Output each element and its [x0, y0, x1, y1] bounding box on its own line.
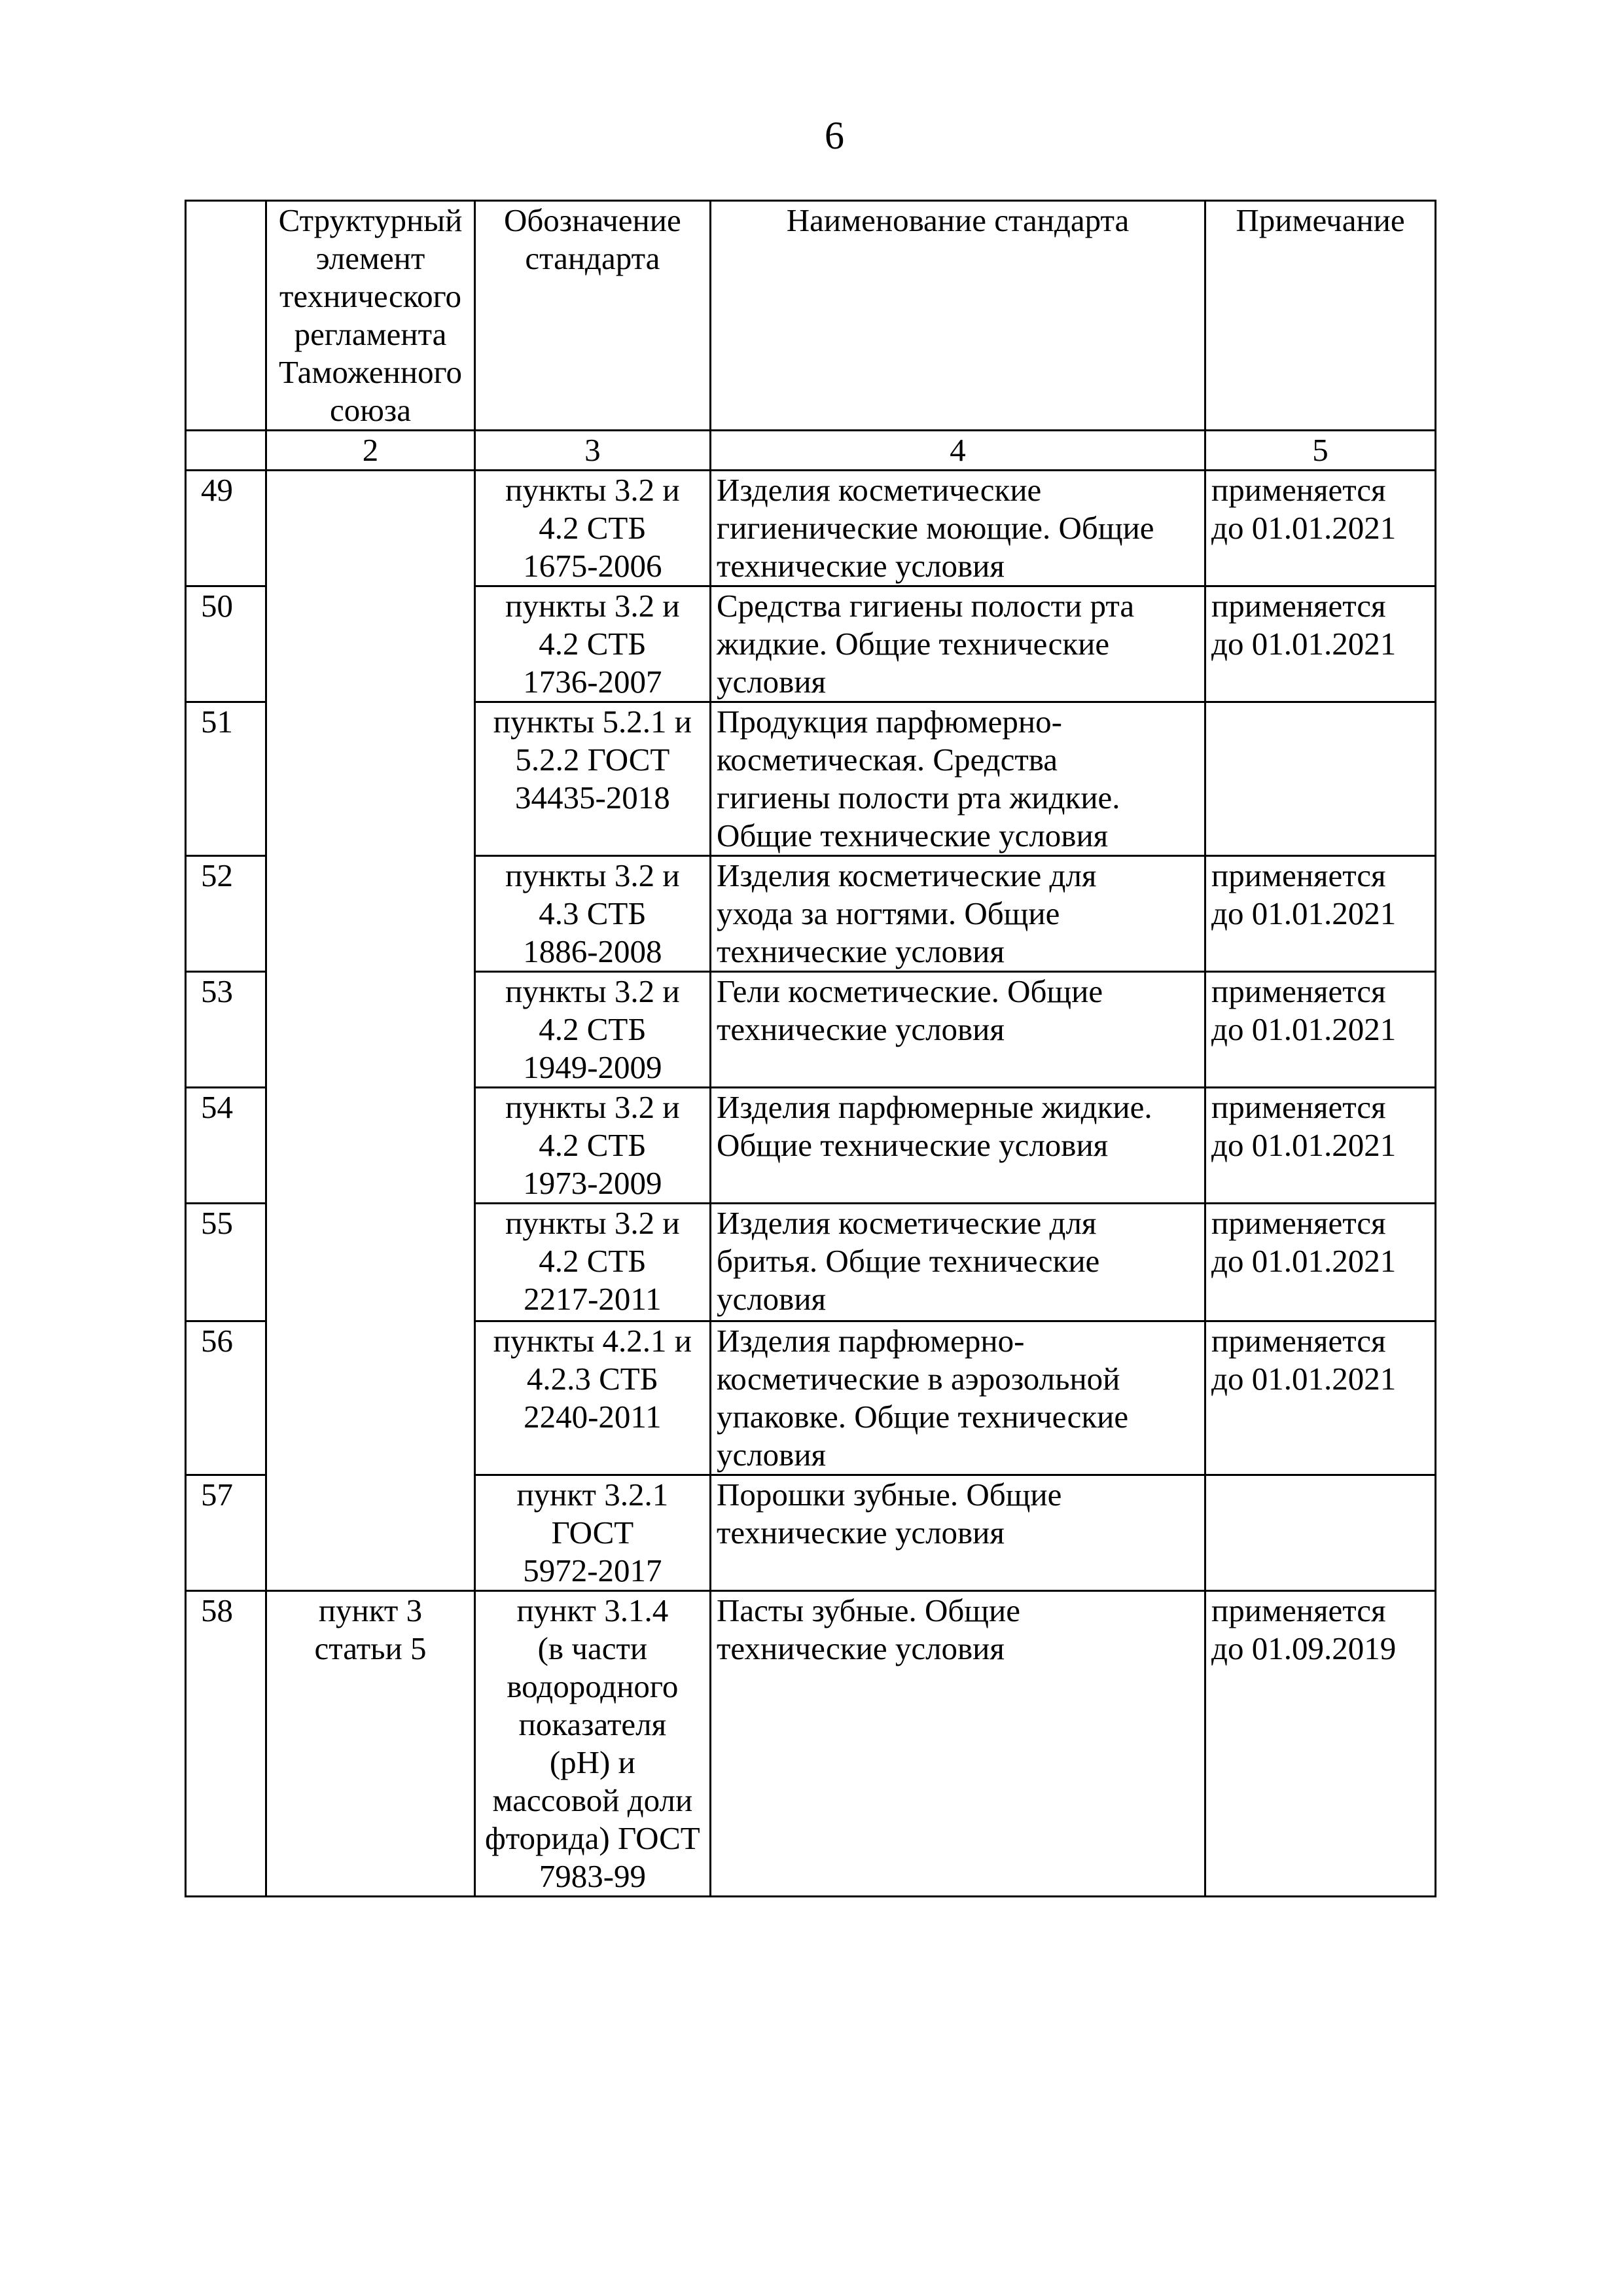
designation-line: пункты 5.2.1 и	[493, 704, 692, 740]
standard-designation-cell	[474, 586, 710, 702]
note-cell	[1205, 856, 1436, 972]
row-number: 58	[186, 1591, 266, 1897]
note-cell	[1205, 1321, 1436, 1475]
standard-name-cell	[710, 702, 1205, 856]
designation-line: 2240-2011	[524, 1399, 662, 1435]
standard-name-cell	[710, 972, 1205, 1088]
designation-line: 1973-2009	[523, 1165, 662, 1201]
designation-line: пункт 3.1.4	[516, 1592, 669, 1628]
note-cell	[1205, 1475, 1436, 1591]
note-cell	[1205, 972, 1436, 1088]
standard-designation-cell	[474, 1475, 710, 1591]
table-row	[186, 1591, 1436, 1897]
name-line: Порошки зубные. Общие	[716, 1477, 1062, 1513]
standard-designation-cell	[474, 1088, 710, 1204]
header-text-line: регламента	[294, 316, 447, 352]
standard-designation-cell	[474, 856, 710, 972]
column-number: 4	[710, 431, 1205, 471]
structural-element-merged-cell	[266, 471, 475, 1591]
note-cell	[1205, 1204, 1436, 1321]
standard-name-cell	[710, 1475, 1205, 1591]
designation-line: 1675-2006	[523, 548, 662, 584]
standard-name-cell	[710, 586, 1205, 702]
header-cell-structural-element	[266, 201, 475, 431]
structural-element-cell	[266, 1591, 475, 1897]
designation-line: фторида) ГОСТ	[485, 1820, 700, 1856]
note-cell	[1205, 1591, 1436, 1897]
name-line: бритья. Общие технические	[716, 1243, 1100, 1279]
name-line: Изделия косметические для	[716, 857, 1097, 893]
row-number: 52	[186, 856, 266, 972]
standard-designation-cell	[474, 1321, 710, 1475]
standard-name-cell	[710, 1591, 1205, 1897]
designation-line: 1886-2008	[523, 933, 662, 969]
name-line: ухода за ногтями. Общие	[716, 895, 1060, 931]
designation-line: 5.2.2 ГОСТ	[515, 742, 670, 778]
name-line: условия	[716, 1281, 827, 1317]
name-line: технические условия	[716, 548, 1005, 584]
row-number: 51	[186, 702, 266, 856]
designation-line: (pH) и	[549, 1744, 635, 1780]
header-cell-designation	[474, 201, 710, 431]
row-number: 55	[186, 1204, 266, 1321]
structural-element-line: пункт 3	[318, 1592, 423, 1628]
name-line: Пасты зубные. Общие	[716, 1592, 1020, 1628]
name-line: Общие технические условия	[716, 817, 1109, 853]
standard-designation-cell	[474, 972, 710, 1088]
name-line: технические условия	[716, 1630, 1005, 1666]
column-number: 2	[266, 431, 475, 471]
note-line: применяется	[1211, 472, 1386, 508]
designation-line: 4.2 СТБ	[539, 1243, 647, 1279]
header-text-line: Наименование стандарта	[786, 202, 1130, 238]
designation-line: пункты 3.2 и	[505, 973, 680, 1009]
standard-designation-cell	[474, 1591, 710, 1897]
designation-line: 4.2 СТБ	[539, 510, 647, 546]
name-line: Продукция парфюмерно-	[716, 704, 1062, 740]
row-number: 56	[186, 1321, 266, 1475]
note-line: применяется	[1211, 857, 1386, 893]
table-row	[186, 471, 1436, 586]
note-line: до 01.01.2021	[1211, 1243, 1397, 1279]
note-line: до 01.09.2019	[1211, 1630, 1397, 1666]
header-cell-name	[710, 201, 1205, 431]
name-line: технические условия	[716, 1011, 1005, 1047]
note-line: применяется	[1211, 973, 1386, 1009]
row-number: 53	[186, 972, 266, 1088]
designation-line: пункты 3.2 и	[505, 1205, 680, 1241]
standard-name-cell	[710, 856, 1205, 972]
designation-line: 7983-99	[539, 1858, 647, 1894]
note-cell	[1205, 471, 1436, 586]
designation-line: 2217-2011	[524, 1281, 662, 1317]
designation-line: массовой доли	[492, 1782, 693, 1818]
name-line: Средства гигиены полости рта	[716, 588, 1135, 624]
note-line: применяется	[1211, 588, 1386, 624]
structural-element-line: статьи 5	[314, 1630, 427, 1666]
note-line: до 01.01.2021	[1211, 510, 1397, 546]
name-line: Общие технические условия	[716, 1127, 1109, 1163]
name-line: косметическая. Средства	[716, 742, 1058, 778]
header-text-line: союза	[329, 392, 411, 428]
name-line: Изделия косметические	[716, 472, 1042, 508]
standard-name-cell	[710, 1204, 1205, 1321]
designation-line: пункты 3.2 и	[505, 588, 680, 624]
row-number: 49	[186, 471, 266, 586]
note-line: применяется	[1211, 1089, 1386, 1125]
note-line: до 01.01.2021	[1211, 1127, 1397, 1163]
designation-line: 34435-2018	[514, 780, 670, 816]
note-line: применяется	[1211, 1592, 1386, 1628]
header-text-line: Обозначение	[503, 202, 681, 238]
row-number: 57	[186, 1475, 266, 1591]
name-line: условия	[716, 1437, 827, 1473]
designation-line: 4.2.3 СТБ	[526, 1361, 658, 1397]
standard-name-cell	[710, 1088, 1205, 1204]
note-line: применяется	[1211, 1323, 1386, 1359]
designation-line: (в части	[537, 1630, 648, 1666]
column-number: 3	[474, 431, 710, 471]
designation-line: 4.2 СТБ	[539, 1127, 647, 1163]
standard-name-cell	[710, 471, 1205, 586]
note-line: применяется	[1211, 1205, 1386, 1241]
name-line: условия	[716, 664, 827, 700]
note-cell	[1205, 702, 1436, 856]
standard-designation-cell	[474, 1204, 710, 1321]
header-text-line: Структурный	[278, 202, 463, 238]
note-cell	[1205, 1088, 1436, 1204]
header-text-line: элемент	[315, 240, 425, 276]
standards-table	[185, 200, 1436, 1897]
note-cell	[1205, 586, 1436, 702]
designation-line: пункт 3.2.1	[516, 1477, 669, 1513]
name-line: Гели косметические. Общие	[716, 973, 1103, 1009]
designation-line: 5972-2017	[523, 1552, 662, 1588]
name-line: гигиены полости рта жидкие.	[716, 780, 1120, 816]
header-text-line: Таможенного	[278, 354, 462, 390]
row-number: 50	[186, 586, 266, 702]
designation-line: пункты 3.2 и	[505, 1089, 680, 1125]
name-line: Изделия парфюмерные жидкие.	[716, 1089, 1152, 1125]
standard-designation-cell	[474, 702, 710, 856]
header-text-line: технического	[279, 278, 461, 314]
designation-line: 4.2 СТБ	[539, 1011, 647, 1047]
designation-line: пункты 3.2 и	[505, 472, 680, 508]
column-numbers-row	[186, 431, 1436, 471]
column-number	[186, 431, 266, 471]
name-line: технические условия	[716, 1515, 1005, 1551]
note-line: до 01.01.2021	[1211, 895, 1397, 931]
header-cell-number	[186, 201, 266, 431]
page-number: 6	[825, 114, 844, 157]
standard-designation-cell	[474, 471, 710, 586]
name-line: косметические в аэрозольной	[716, 1361, 1120, 1397]
name-line: технические условия	[716, 933, 1005, 969]
designation-line: 4.3 СТБ	[539, 895, 647, 931]
name-line: гигиенические моющие. Общие	[716, 510, 1154, 546]
header-cell-note	[1205, 201, 1436, 431]
name-line: Изделия парфюмерно-	[716, 1323, 1025, 1359]
name-line: жидкие. Общие технические	[716, 626, 1110, 662]
name-line: упаковке. Общие технические	[716, 1399, 1129, 1435]
header-text-line: Примечание	[1236, 202, 1405, 238]
designation-line: показателя	[518, 1706, 667, 1742]
designation-line: пункты 3.2 и	[505, 857, 680, 893]
designation-line: пункты 4.2.1 и	[493, 1323, 692, 1359]
designation-line: 1736-2007	[523, 664, 662, 700]
table-header-row	[186, 201, 1436, 431]
designation-line: водородного	[507, 1668, 679, 1704]
row-number: 54	[186, 1088, 266, 1204]
note-line: до 01.01.2021	[1211, 1011, 1397, 1047]
designation-line: 1949-2009	[523, 1049, 662, 1085]
note-line: до 01.01.2021	[1211, 626, 1397, 662]
header-text-line: стандарта	[525, 240, 660, 276]
designation-line: ГОСТ	[551, 1515, 634, 1551]
name-line: Изделия косметические для	[716, 1205, 1097, 1241]
standard-name-cell	[710, 1321, 1205, 1475]
designation-line: 4.2 СТБ	[539, 626, 647, 662]
note-line: до 01.01.2021	[1211, 1361, 1397, 1397]
column-number: 5	[1205, 431, 1436, 471]
